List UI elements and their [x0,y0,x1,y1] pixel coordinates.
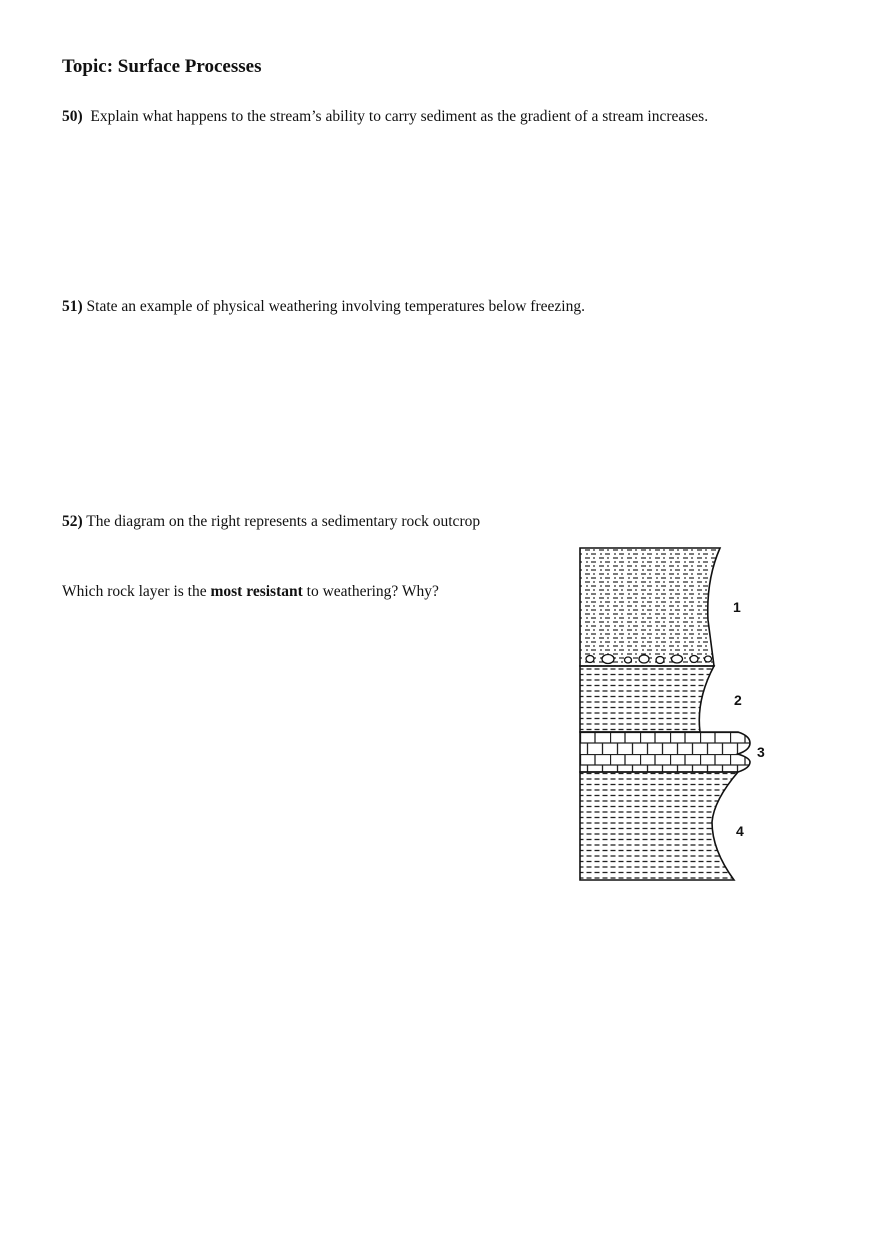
prompt-pre: Which rock layer is the [62,583,211,600]
layer-label-2: 2 [734,692,742,708]
question-52-prompt [62,583,439,601]
layer-3-limestone [580,732,750,772]
layer-4-shale [580,772,738,880]
prompt-bold: most resistant [210,583,303,600]
question-number: 51) [62,298,83,315]
layer-label-3: 3 [757,744,765,760]
question-text: Explain what happens to the stream’s ability to carry sediment as the gradient of a stream increases. [90,108,709,125]
layer-1-sandstone [580,548,720,666]
question-number: 50) [62,108,83,125]
question-51 [62,298,585,316]
question-52 [62,513,480,531]
question-text: The diagram on the right represents a sedimentary rock outcrop [86,513,481,530]
layer-label-4: 4 [736,823,744,839]
layer-2-shale [580,666,714,732]
page-title: Topic: Surface Processes [62,56,262,77]
question-number: 52) [62,513,83,530]
prompt-post: to weathering? Why? [302,583,439,600]
rock-outcrop-diagram [570,540,780,890]
question-text: State an example of physical weathering involving temperatures below freezing. [86,298,585,315]
layer-label-1: 1 [733,599,741,615]
question-50 [62,108,708,126]
